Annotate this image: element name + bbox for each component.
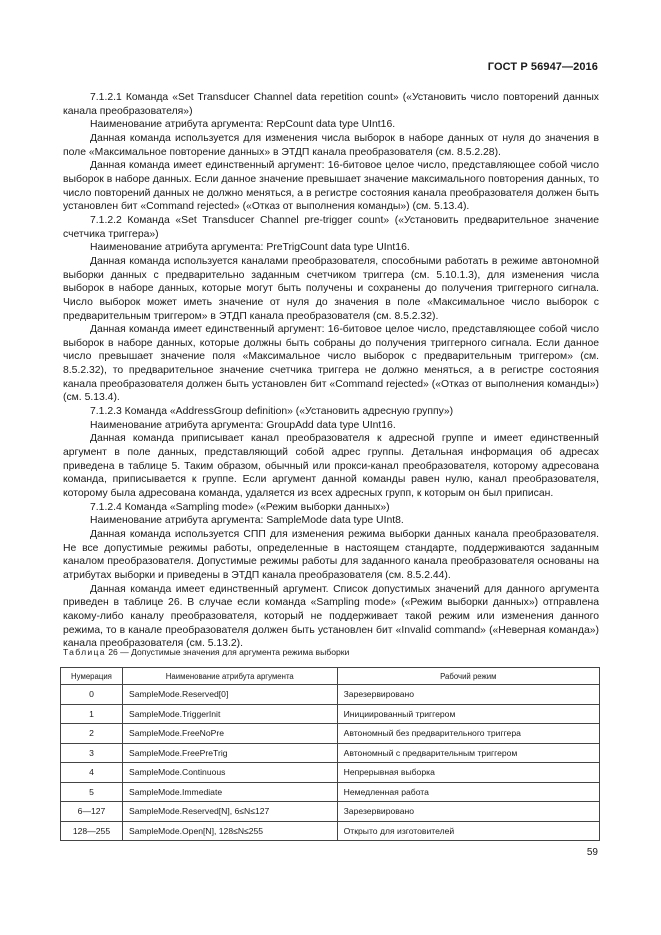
cell-number: 2	[61, 724, 123, 744]
table-header-row	[61, 668, 600, 685]
cell-number: 128—255	[61, 821, 123, 841]
cell-number: 4	[61, 763, 123, 783]
cell-mode: Открыто для изготовителей	[337, 821, 599, 841]
paragraph: Данная команда имеет единственный аргумент. Список допустимых значений для данного аргумента приведен в таблице 26. В случае если команда «Sampling mode» («Режим выборки данных») отправлена какому-либо каналу преобразователя, который не поддерживает такой режим или изменения данного режима, то в канале преобразователя должен быть установлен бит «Invalid command» («Неверная команда») канала преобразователя (см. 5.13.2).	[63, 583, 599, 650]
paragraph: Данная команда имеет единственный аргумент: 16-битовое целое число, представляющее собой число выборок в наборе данных. Если данное значение превышает значение максимального повторения данных, то число повторений данных не должно меняться, а в регистре состояния канала преобразователя должен быть установлен бит «Command rejected» («Отказ от выполнения команды») (см. 5.13.4).	[63, 160, 599, 213]
table-row	[61, 724, 600, 744]
cell-attribute: SampleMode.FreePreTrig	[122, 743, 337, 763]
cell-number: 6—127	[61, 802, 123, 822]
cell-attribute: SampleMode.Reserved[N], 6≤N≤127	[122, 802, 337, 822]
paragraph: Наименование атрибута аргумента: GroupAdd data type UInt16.	[90, 419, 396, 431]
paragraph: Наименование атрибута аргумента: RepCount data type UInt16.	[90, 119, 396, 131]
paragraph: Данная команда имеет единственный аргумент: 16-битовое целое число, представляющее собой число выборок в наборе данных, которые должны быть собраны до получения триггерного сигнала. Если данное число превышает значение поля «Максимальное число выборок с предварительным триггером» (см. 8.5.2.32), то предварительное значение счетчика триггера не должно меняться, а в регистре состояния канала преобразователя должен быть установлен бит «Command rejected» («Отказ от выполнения команды») (см. 5.13.4).	[63, 324, 599, 404]
document-body	[63, 91, 599, 651]
paragraph: 7.1.2.1 Команда «Set Transducer Channel data repetition count» («Установить число повторений данных канала преобразователя»)	[63, 92, 599, 117]
cell-mode: Автономный без предварительного триггера	[337, 724, 599, 744]
table-row	[61, 782, 600, 802]
table-row	[61, 743, 600, 763]
table-caption	[63, 647, 349, 657]
cell-mode: Автономный с предварительным триггером	[337, 743, 599, 763]
cell-mode: Зарезервировано	[337, 685, 599, 705]
sampling-mode-table	[60, 667, 600, 841]
cell-number: 5	[61, 782, 123, 802]
table-row	[61, 802, 600, 822]
page-number: 59	[586, 847, 598, 858]
table-row	[61, 821, 600, 841]
document-header: ГОСТ Р 56947—2016	[487, 61, 598, 73]
cell-attribute: SampleMode.FreeNoPre	[122, 724, 337, 744]
cell-attribute: SampleMode.Open[N], 128≤N≤255	[122, 821, 337, 841]
cell-number: 3	[61, 743, 123, 763]
paragraph: 7.1.2.3 Команда «AddressGroup definition» («Установить адресную группу»)	[90, 406, 454, 418]
paragraph: 7.1.2.4 Команда «Sampling mode» («Режим выборки данных»)	[90, 501, 390, 513]
table-row	[61, 763, 600, 783]
cell-number: 1	[61, 704, 123, 724]
paragraph: Наименование атрибута аргумента: PreTrigCount data type UInt16.	[90, 242, 410, 254]
column-header-mode: Рабочий режим	[337, 668, 599, 685]
table-row	[61, 685, 600, 705]
paragraph: 7.1.2.2 Команда «Set Transducer Channel pre-trigger count» («Установить предварительное значение счетчика триггера»)	[63, 214, 599, 240]
cell-attribute: SampleMode.TriggerInit	[122, 704, 337, 724]
cell-attribute: SampleMode.Continuous	[122, 763, 337, 783]
paragraph: Наименование атрибута аргумента: SampleMode data type UInt8.	[90, 515, 404, 527]
table-caption-text: 26 — Допустимые значения для аргумента режима выборки	[108, 647, 350, 657]
cell-number: 0	[61, 685, 123, 705]
paragraph: Данная команда используется для изменения числа выборок в наборе данных от нуля до значения в поле «Максимальное повторение данных» в ЭТДП канала преобразователя (см. 8.5.2.28).	[63, 132, 599, 158]
cell-attribute: SampleMode.Immediate	[122, 782, 337, 802]
column-header-number: Нумерация	[61, 668, 123, 685]
cell-mode: Инициированный триггером	[337, 704, 599, 724]
paragraph: Данная команда приписывает канал преобразователя к адресной группе и имеет единственный аргумент в поле данных, представляющий собой адрес группы. Детальная информация об адресах приведена в таблице 5. Таким образом, обычный или прокси-канал преобразователя, которому адресована команда, приписывается к группе. Если аргумент данной команды равен нулю, канал преобразователя, которому была адресована команда, удаляется из всех адресных групп, к которым он был приписан.	[63, 433, 599, 500]
cell-mode: Зарезервировано	[337, 802, 599, 822]
paragraph: Данная команда используется каналами преобразователя, способными работать в режиме автономной выборки данных с предварительно заданным счетчиком триггера (см. 5.10.1.3), для изменения числа выборок в наборе данных, которые могут быть получены и сохранены до получения триггерного сигнала. Число выборок может иметь значение от нуля до значения в поле «Максимальное число выборок с предварительным триггером» в ЭТДП канала преобразователя (см. 8.5.2.32).	[63, 255, 599, 322]
cell-mode: Немедленная работа	[337, 782, 599, 802]
column-header-attribute: Наименование атрибута аргумента	[122, 668, 337, 685]
cell-mode: Непрерывная выборка	[337, 763, 599, 783]
cell-attribute: SampleMode.Reserved[0]	[122, 685, 337, 705]
table-row	[61, 704, 600, 724]
paragraph: Данная команда используется СПП для изменения режима выборки данных канала преобразователя. Не все допустимые режимы работы, определенные в настоящем стандарте, поддерживаются заданным каналом преобразователя. Допустимые режимы работы для заданного канала преобразователя основаны на атрибутах выборки и приведены в ЭТДП канала преобразователя (см. 8.5.2.44).	[63, 529, 599, 581]
table-caption-label: Таблица	[63, 647, 106, 657]
